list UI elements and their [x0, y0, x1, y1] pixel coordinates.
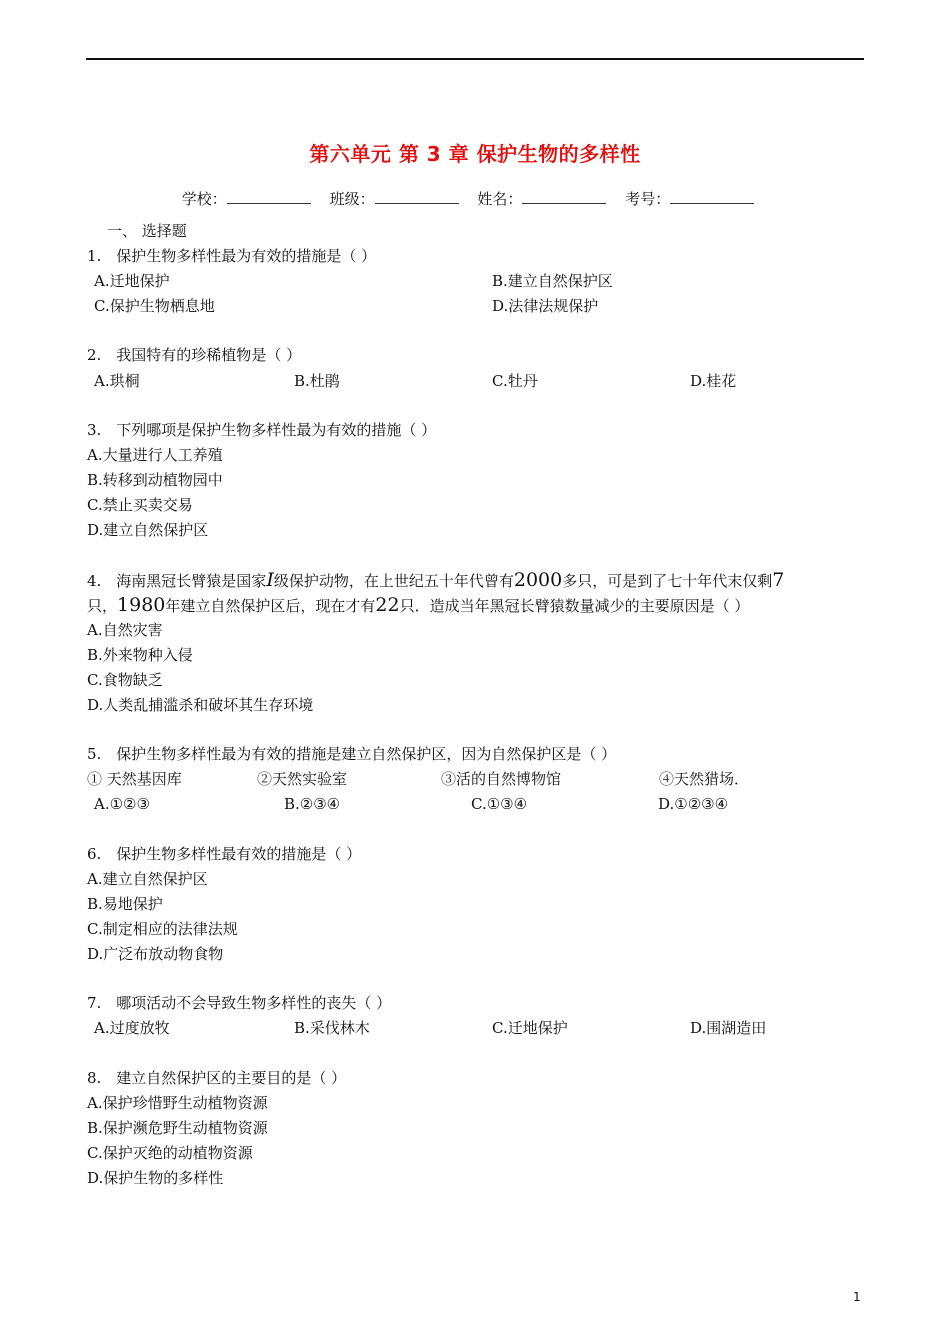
question-6-option-b: B.易地保护 [87, 895, 163, 913]
question-7-option-b: B.采伐林木 [294, 1019, 370, 1037]
question-2-option-b: B.杜鹃 [294, 372, 340, 390]
question-6-option-c: C.制定相应的法律法规 [87, 920, 238, 938]
q4-roman-grade: I [266, 569, 274, 591]
question-3-option-d: D.建立自然保护区 [87, 521, 209, 539]
q4-number: 22 [375, 594, 400, 616]
question-4-option-b: B.外来物种入侵 [87, 646, 193, 664]
q4-number: 1980 [117, 594, 166, 616]
question-7-option-c: C.迁地保护 [492, 1019, 568, 1037]
school-blank[interactable] [227, 189, 311, 204]
exam-number-blank[interactable] [670, 189, 754, 204]
question-2-option-a: A.珙桐 [94, 372, 140, 390]
q4-number: 7 [772, 569, 785, 591]
question-3-stem: 3. 下列哪项是保护生物多样性最为有效的措施（ ） [87, 421, 437, 439]
school-label: 学校： [181, 190, 227, 208]
section-heading: 一、 选择题 [107, 222, 187, 240]
question-3-option-a: A.大量进行人工养殖 [87, 446, 223, 464]
header-rule [86, 58, 864, 60]
question-8-option-a: A.保护珍惜野生动植物资源 [87, 1094, 268, 1112]
question-4-option-d: D.人类乱捕滥杀和破坏其生存环境 [87, 696, 314, 714]
q4-text: 级保护动物，在上世纪五十年代曾有 [273, 572, 514, 590]
exam-number-label: 考号： [625, 190, 671, 208]
question-1-option-c: C.保护生物栖息地 [94, 297, 215, 315]
question-5-item-4: ④天然猎场． [659, 770, 750, 788]
question-5-option-c: C.①③④ [471, 795, 528, 813]
question-5-item-1: ① 天然基因库 [87, 770, 182, 788]
q4-number: 2000 [513, 569, 563, 591]
question-5-option-b: B.②③④ [284, 795, 341, 813]
q4-text: 多只，可是到了七十年代末仅剩 [562, 572, 773, 590]
question-8-option-b: B.保护濒危野生动植物资源 [87, 1119, 268, 1137]
question-8-stem: 8. 建立自然保护区的主要目的是（ ） [87, 1069, 347, 1087]
name-label: 姓名： [477, 190, 523, 208]
question-5-option-d: D.①②③④ [658, 795, 729, 813]
question-5-item-2: ②天然实验室 [257, 770, 348, 788]
question-2-option-c: C.牡丹 [492, 372, 538, 390]
q4-text: 4. 海南黑冠长臂猿是国家 [87, 572, 267, 590]
q4-text: 只， [87, 597, 118, 615]
question-7-stem: 7. 哪项活动不会导致生物多样性的丧失（ ） [87, 994, 392, 1012]
question-2-option-d: D.桂花 [690, 372, 737, 390]
question-7-option-a: A.过度放牧 [94, 1019, 170, 1037]
question-8-option-c: C.保护灭绝的动植物资源 [87, 1144, 253, 1162]
question-6-stem: 6. 保护生物多样性最有效的措施是（ ） [87, 845, 362, 863]
question-1-option-b: B.建立自然保护区 [492, 272, 613, 290]
student-info-row [0, 188, 950, 209]
question-8-option-d: D.保护生物的多样性 [87, 1169, 224, 1187]
question-1-option-a: A.迁地保护 [94, 272, 170, 290]
class-blank[interactable] [375, 189, 459, 204]
question-5-item-3: ③活的自然博物馆 [441, 770, 562, 788]
question-1-option-d: D.法律法规保护 [492, 297, 599, 315]
question-5-option-a: A.①②③ [94, 795, 150, 813]
question-7-option-d: D.围湖造田 [690, 1019, 767, 1037]
page-title: 第六单元 第 3 章 保护生物的多样性 [309, 142, 641, 166]
name-blank[interactable] [522, 189, 606, 204]
question-3-option-b: B.转移到动植物园中 [87, 471, 223, 489]
question-5-stem: 5. 保护生物多样性最为有效的措施是建立自然保护区，因为自然保护区是（ ） [87, 745, 617, 763]
question-4-stem-line-2 [87, 596, 749, 615]
question-3-option-c: C.禁止买卖交易 [87, 496, 193, 514]
question-6-option-d: D.广泛布放动物食物 [87, 945, 224, 963]
question-4-stem-line-1 [87, 571, 784, 590]
class-label: 班级： [329, 190, 375, 208]
q4-text: 年建立自然保护区后，现在才有 [165, 597, 376, 615]
q4-text: 只．造成当年黑冠长臂猿数量减少的主要原因是（ ） [399, 597, 750, 615]
question-2-stem: 2. 我国特有的珍稀植物是（ ） [87, 346, 302, 364]
question-4-option-a: A.自然灾害 [87, 621, 163, 639]
question-4-option-c: C.食物缺乏 [87, 671, 163, 689]
question-1-stem: 1. 保护生物多样性最为有效的措施是（ ） [87, 247, 377, 265]
page-number: 1 [853, 1290, 861, 1304]
question-6-option-a: A.建立自然保护区 [87, 870, 208, 888]
